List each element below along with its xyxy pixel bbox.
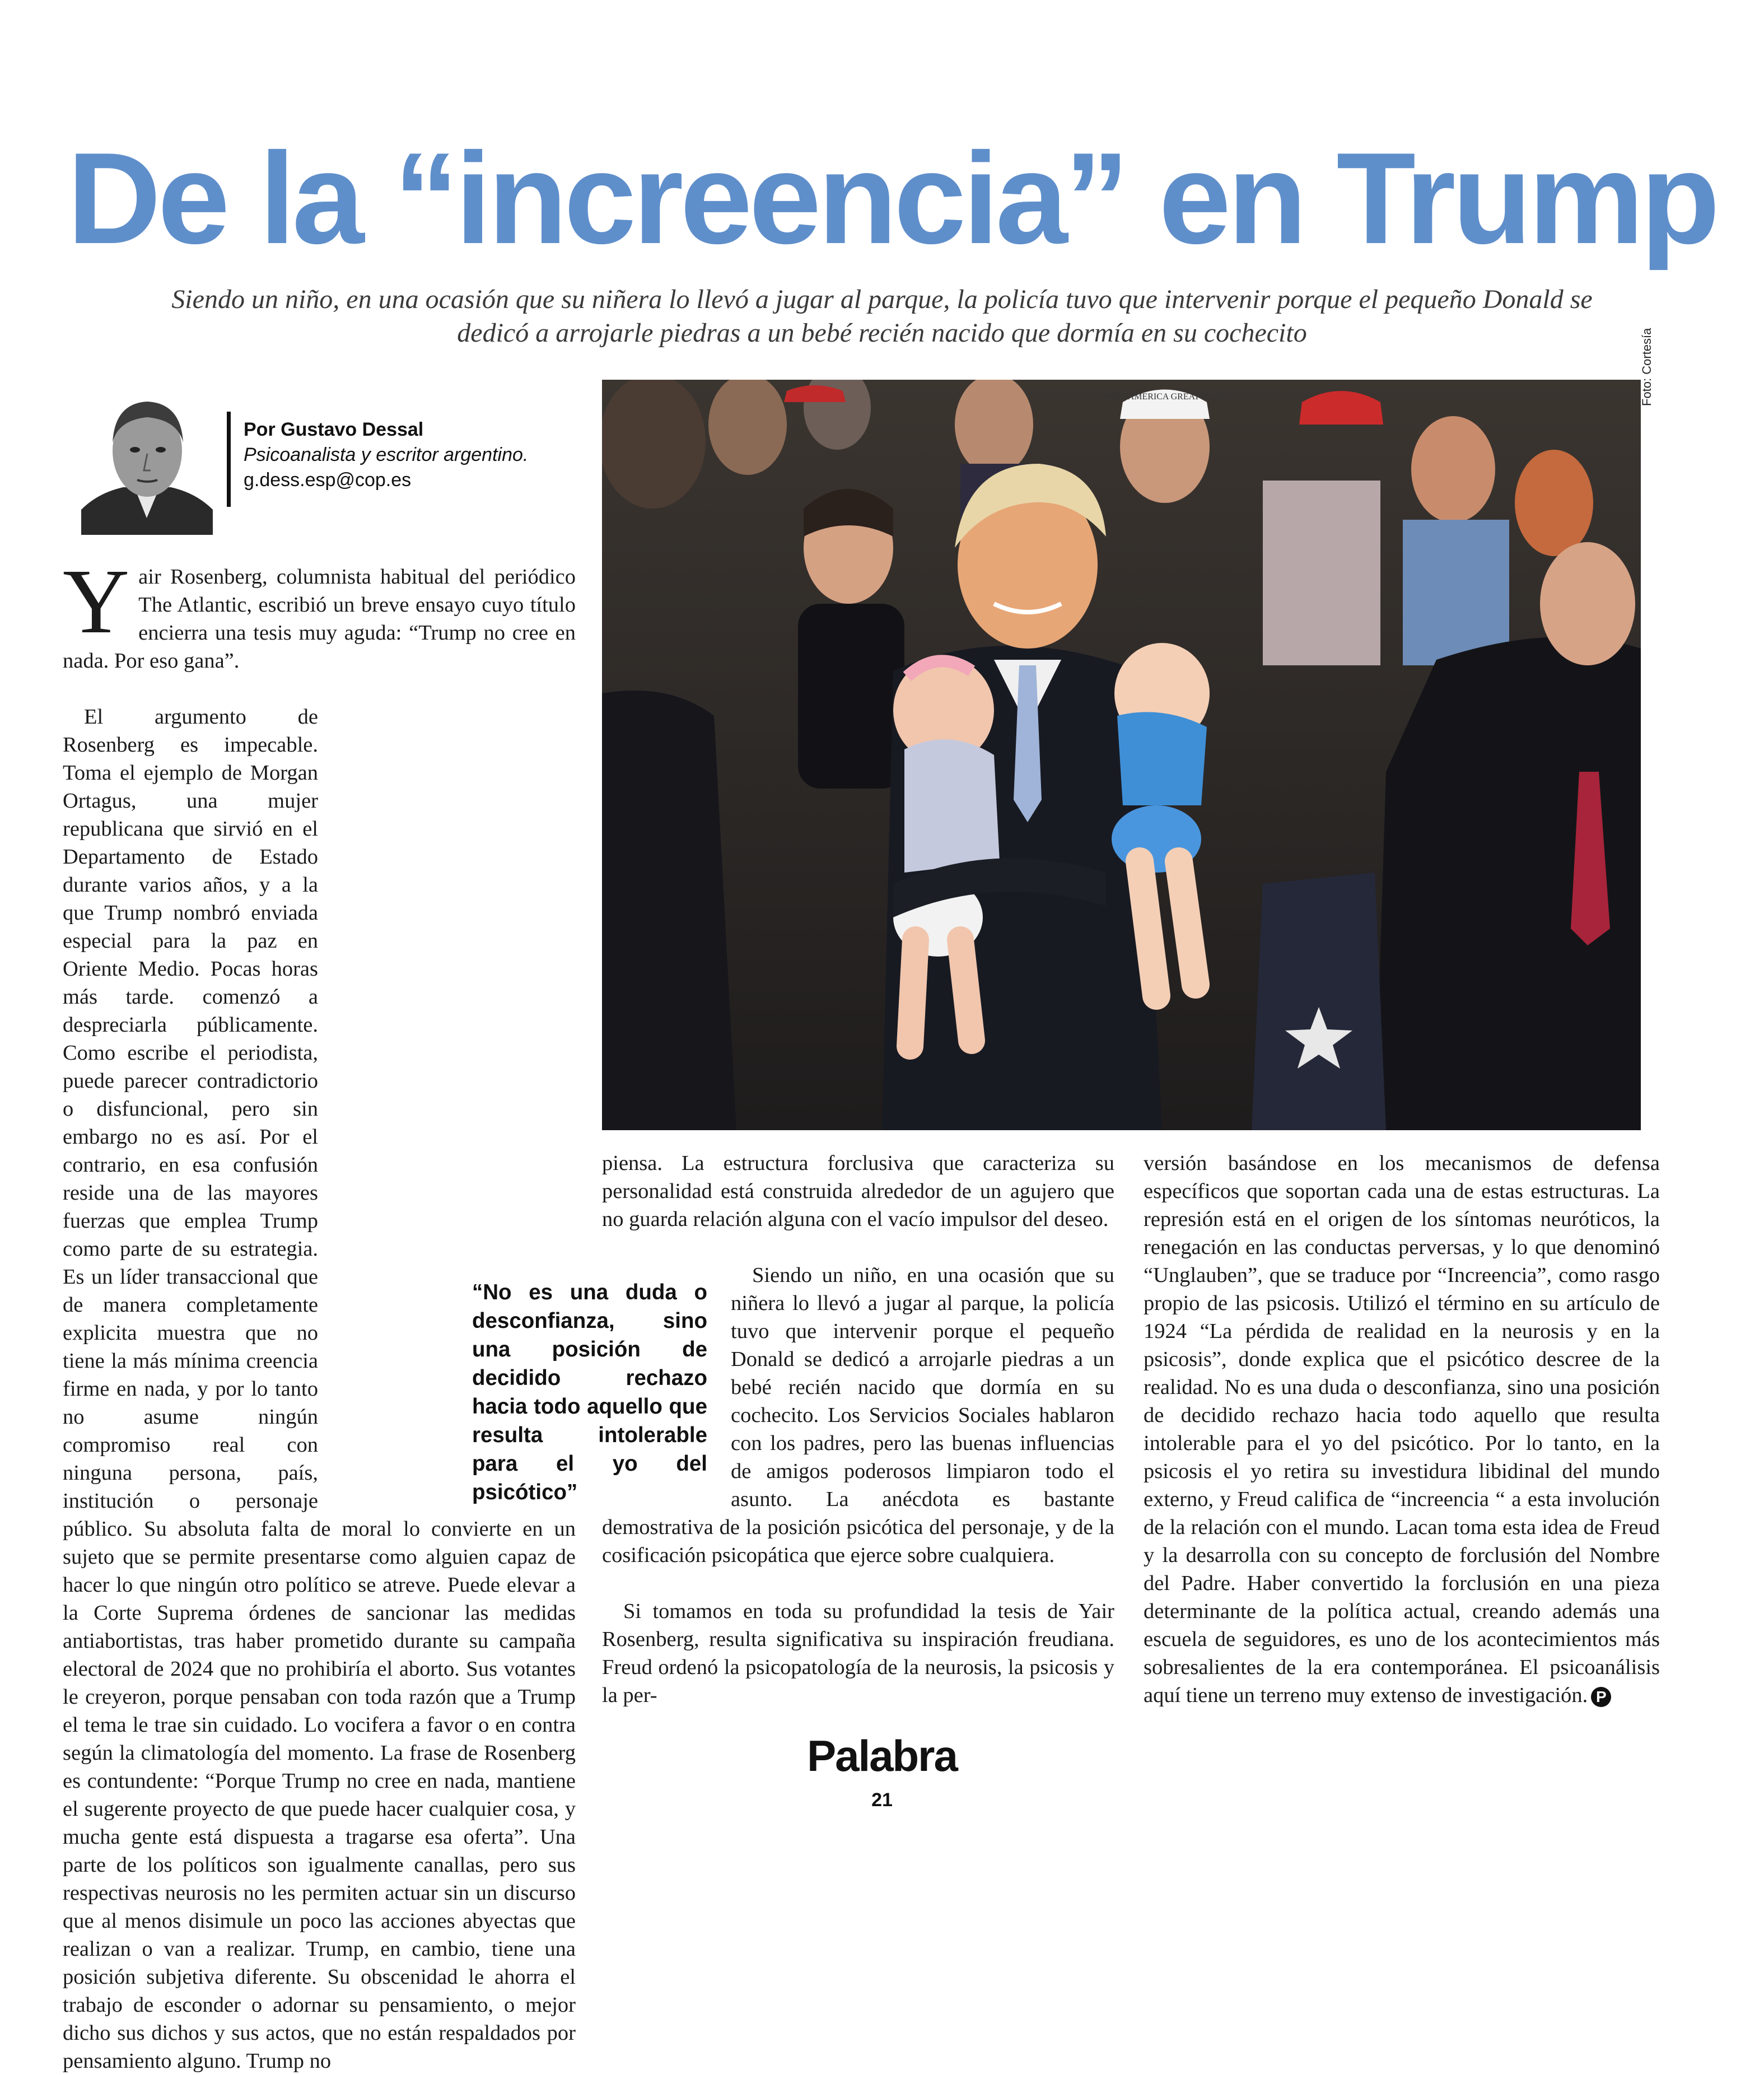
author-email: g.dess.esp@cop.es <box>244 469 412 491</box>
lead-text: air Rosenberg, columnista habitual del periódico The Atlantic, escribió un breve ensayo cuyo título encierra una tesis muy aguda: “Trump no cree en nada. Por eso gana”. <box>63 565 576 673</box>
cap-lettering: MAKE AMERICA GREAT AGAIN <box>1099 392 1230 402</box>
paragraph-3-text: Siendo un niño, en una ocasión que su niñera lo llevó a jugar al parque, la policía tuvo que intervenir porque el pequeño Donald se dedicó a arrojarle piedras a un bebé recién nacido que dormía en su cochecito. Los Servicios Sociales hablaron con los padres, pero las buenas influencias de amigos poderosos limpiaron todo el asunto. La anécdota es bastante demostrativa de la posición psicótica del personaje, y de la cosificación psicopática que ejerce sobre cualquiera. <box>602 1263 1114 1567</box>
author-divider <box>227 412 231 507</box>
lead-paragraph <box>63 550 576 675</box>
drop-cap: Y <box>63 550 130 652</box>
author-name: Por Gustavo Dessal <box>244 419 424 440</box>
author-portrait <box>81 389 213 535</box>
publication-masthead: Palabra <box>807 1731 957 1780</box>
author-role: Psicoanalista y escritor argentino. <box>244 444 529 465</box>
paragraph-4: Si tomamos en toda su profundidad la tesis de Yair Rosenberg, resulta significativa su inspiración freudiana. Freud ordenó la psicopatología de la neurosis, la psicosis y la per- <box>602 1600 1114 1707</box>
page-number: 21 <box>871 1789 893 1811</box>
byline <box>244 417 602 493</box>
paragraph-4-continued-text: versión basándose en los mecanismos de defensa específicos que soportan cada una de estas estructuras. La represión está en el origen de los síntomas neuróticos, la renegación en las conductas perversas, y lo que denominó “Unglauben”, que se traduce por “Increencia”, como rasgo propio de las psicosis. Utilizó el término en su artículo de 1924 “La pérdida de realidad en la neurosis y en la psicosis”, donde explica que el psicótico descree de la realidad. No es una duda o desconfianza, sino una posición de decidido rechazo hacia todo aquello que resulta intolerable para el yo del psicótico. Por lo tanto, en la psicosis el yo retira su investidura libidinal del mundo externo, y Freud califica de “increencia “ a esta involución de la relación con el mundo. Lacan toma esta idea de Freud y la desarrolla con su concepto de forclusión del Nombre del Padre. Haber convertido la forclusión en una pieza determinante de la política actual, creando además una escuela de seguidores, es uno de los acontecimientos más sobresalientes de la era contemporánea. El psicoanálisis aquí tiene un terreno muy extenso de investigación. <box>1144 1151 1660 1707</box>
body-column-3 <box>1144 1149 1660 1709</box>
end-mark-icon: P <box>1591 1687 1611 1707</box>
paragraph-2-text: El argumento de Rosenberg es impecable. Toma el ejemplo de Morgan Ortagus, una mujer republicana que sirvió en el Departamento de Estado durante varios años, y a la que Trump nombró enviada especial para la paz en Oriente Medio. Pocas horas más tarde. comenzó a despreciarla públicamente. Como escribe el periodista, puede parecer contradictorio o disfuncional, pero sin embargo no es así. Por el contrario, en esa confusión reside una de las mayores fuerzas que emplea Trump como parte de su estrategia. Es un líder transaccional que de manera completamente explicita muestra que no tiene la más mínima creencia firme en nada, y por lo tanto no asume ningún compromiso real con ninguna persona, país, institución o personaje público. Su absoluta falta de moral lo convierte en un sujeto que se permite presentarse como alguien capaz de hacer lo que ningún otro político se atreve. Puede elevar a la Corte Suprema órdenes de sancionar las medidas antiabortistas, tras haber prometido durante su campaña electoral de 2024 que no prohibiría el aborto. Sus votantes le creyeron, porque pensaban con toda razón que a Trump el tema le trae sin cuidado. Lo vocifera a favor o en contra según la climatología del momento. La frase de Rosenberg es contundente: “Porque Trump no cree en nada, mantiene el sugerente proyecto de que puede hacer cualquier cosa, y mucha gente está dispuesta a tragarse esa oferta”. Una parte de los políticos son igualmente canallas, pero sus respectivas neurosis no les permiten actuar sin un discurso que al menos disimule un poco las acciones abyectas que realizan o van a realizar. Trump, en cambio, tiene una posición subjetiva diferente. Su obscenidad le ahorra el trabajo de esconder o adornar su pensamiento, o mejor dicho sus dichos y sus actos, que no están respaldados por pensamiento alguno. Trump no <box>63 705 576 2073</box>
pull-quote: “No es una duda o desconfianza, sino una posición de decidido rechazo hacia todo aquello que resulta intolerable para el yo del psicótico” <box>472 1280 707 1504</box>
paragraph-4-continued <box>1144 1149 1660 1709</box>
rally-photo <box>602 380 1641 1130</box>
photo-credit: Foto: Cortesía <box>1640 328 1654 406</box>
deck: Siendo un niño, en una ocasión que su niñera lo llevó a jugar al parque, la policía tuvo que intervenir porque el pequeño Donald se dedicó a arrojarle piedras a un bebé recién nacido que dormía en su cochecito <box>171 285 1593 348</box>
headline: De la “increencia” en Trump <box>67 126 1717 271</box>
paragraph-2-continued: piensa. La estructura forclusiva que caracteriza su personalidad está construida alrededor de un agujero que no guarda relación alguna con el vacío impulsor del deseo. <box>602 1151 1114 1231</box>
